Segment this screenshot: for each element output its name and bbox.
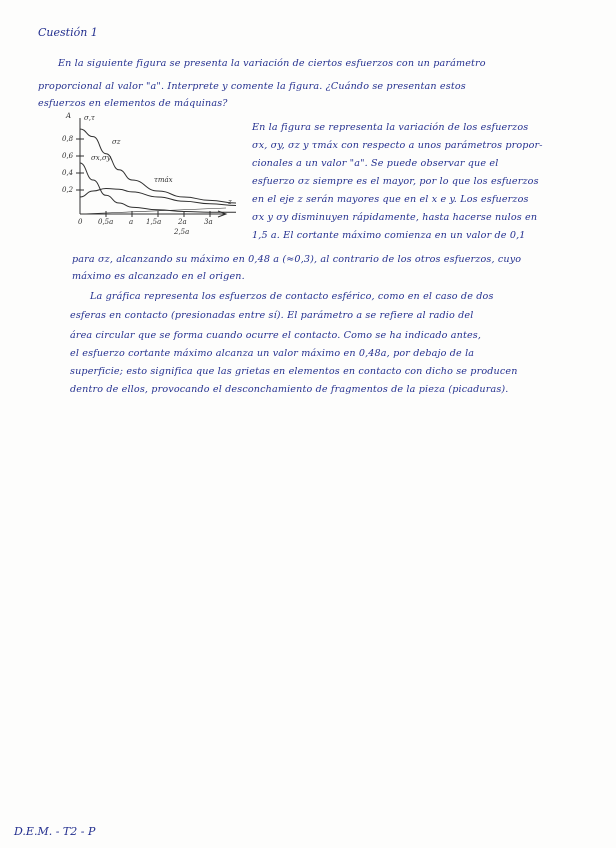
x-axis-guide [80, 208, 226, 214]
curve-sigma-xy [80, 163, 236, 212]
y-tick-label: 0,8 [62, 135, 74, 143]
question-line-3: esfuerzos en elementos de máquinas? [38, 98, 228, 109]
answer-side-line-6: σx y σy disminuyen rápidamente, hasta hacerse nulos en [252, 212, 538, 223]
y-tick-label: 0,2 [62, 186, 74, 194]
stress-sketch [58, 112, 238, 236]
x-tick-label: 2a [178, 218, 187, 226]
question-heading: Cuestión 1 [38, 26, 98, 39]
answer-side-line-3: cionales a un valor "a". Se puede observar que el [252, 158, 499, 169]
y-tick-label: 0,4 [62, 169, 74, 177]
x-tick-label: 3a [204, 218, 213, 226]
y-tick-label: 0,6 [62, 152, 74, 160]
x-tick-label: 1,5a [146, 218, 162, 226]
page-footer: D.E.M. - T2 - P [14, 825, 96, 838]
answer-full-line-2: máximo es alcanzado en el origen. [72, 271, 245, 282]
x-extra-label: 2,5a [174, 228, 190, 236]
paragraph2-line-1: La gráfica representa los esfuerzos de contacto esférico, como en el caso de dos [90, 291, 494, 302]
y-axis-arrow-label: A [66, 112, 72, 120]
curve-label-sigma-z: σz [112, 138, 121, 146]
answer-side-line-7: 1,5 a. El cortante máximo comienza en un valor de 0,1 [252, 230, 526, 241]
answer-full-line-1: para σz, alcanzando su máximo en 0,48 a (≈0,3), al contrario de los otros esfuerzos, cuyo [72, 254, 522, 265]
x-tick-label: a [129, 218, 134, 226]
x-tick-label: 0 [78, 218, 83, 226]
curve-label-sigma-xy: σx,σy [91, 154, 111, 162]
paragraph2-line-4: el esfuerzo cortante máximo alcanza un valor máximo en 0,48a, por debajo de la [70, 348, 475, 359]
question-line-1: En la siguiente figura se presenta la variación de ciertos esfuerzos con un parámetro [58, 58, 486, 69]
answer-side-line-5: en el eje z serán mayores que en el x e y. Los esfuerzos [252, 194, 529, 205]
paragraph2-line-6: dentro de ellos, provocando el desconchamiento de fragmentos de la pieza (picaduras). [70, 384, 509, 395]
curve-label-tau-max: τmáx [154, 176, 173, 184]
answer-side-line-2: σx, σy, σz y τmáx con respecto a unos parámetros propor- [252, 140, 543, 151]
paragraph2-line-2: esferas en contacto (presionadas entre sí). El parámetro a se refiere al radio del [70, 310, 474, 321]
x-tick-label: 0,5a [98, 218, 114, 226]
answer-side-line-1: En la figura se representa la variación de los esfuerzos [252, 122, 529, 133]
curve-sigma-z [80, 129, 236, 203]
paragraph2-line-3: área circular que se forma cuando ocurre el contacto. Como se ha indicado antes, [70, 330, 482, 341]
question-line-2: proporcional al valor "a". Interprete y comente la figura. ¿Cuándo se presentan estos [38, 81, 466, 92]
answer-side-line-4: esfuerzo σz siempre es el mayor, por lo que los esfuerzos [252, 176, 539, 187]
y-axis-label: σ,τ [84, 114, 95, 122]
x-axis-label: z [228, 198, 232, 206]
paragraph2-line-5: superficie; esto significa que las grietas en elementos en contacto con dicho se producen [70, 366, 518, 377]
